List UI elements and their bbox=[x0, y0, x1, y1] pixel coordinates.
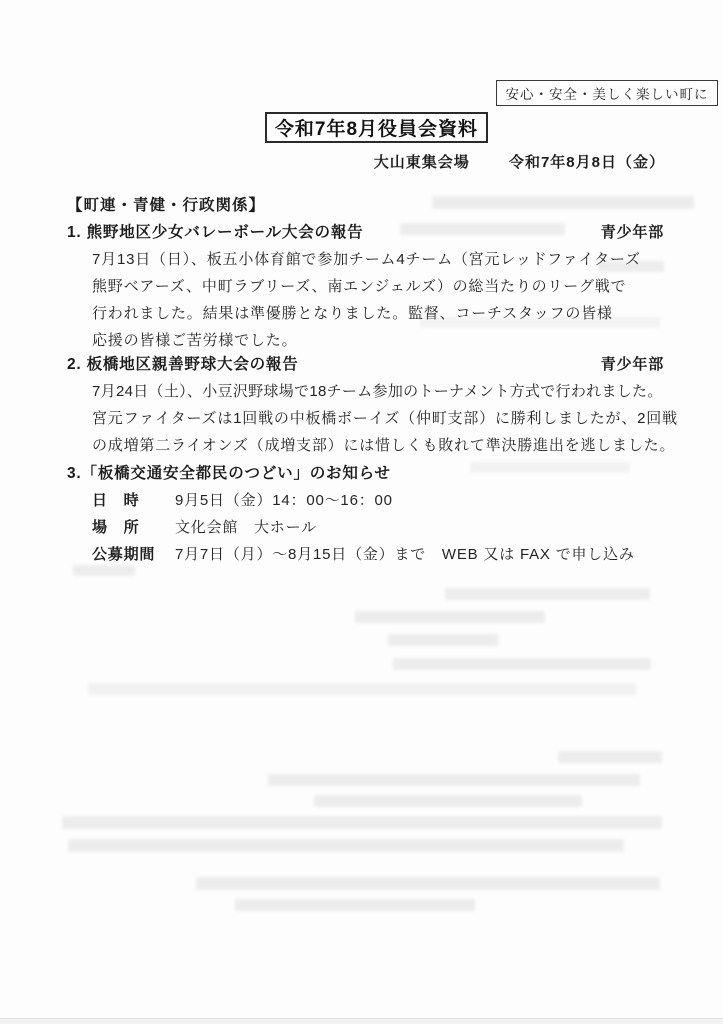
showthrough-ghost-line bbox=[68, 839, 624, 852]
department-tag: 青少年部 bbox=[600, 224, 664, 241]
scanner-edge-shadow bbox=[0, 1018, 723, 1024]
report-item-3-heading bbox=[67, 461, 664, 483]
showthrough-ghost-line bbox=[268, 774, 640, 786]
showthrough-ghost-line bbox=[393, 658, 651, 670]
showthrough-ghost-line bbox=[73, 565, 135, 576]
slogan-text: 安心・安全・美しく楽しい町に bbox=[505, 87, 709, 102]
showthrough-ghost-line bbox=[388, 634, 498, 646]
body-line: 行われました。結果は準優勝となりました。監督、コーチスタッフの皆様 bbox=[92, 305, 613, 322]
body-line: 7月13日（日）、板五小体育館で参加チーム4チーム（宮元レッドファイターズ bbox=[92, 251, 641, 268]
item-title: 1. 熊野地区少女バレーボール大会の報告 bbox=[67, 224, 364, 241]
venue-date-line bbox=[0, 151, 665, 172]
document-title-box bbox=[265, 112, 488, 143]
detail-row-place bbox=[92, 516, 317, 537]
showthrough-ghost-line bbox=[62, 816, 662, 829]
body-line: の成増第二ライオンズ（成増支部）には惜しくも敗れて準決勝進出を逃しました。 bbox=[92, 437, 676, 454]
detail-row-datetime bbox=[92, 489, 393, 510]
body-line: 宮元ファイターズは1回戦の中板橋ボーイズ（仲町支部）に勝利しましたが、2回戦 bbox=[92, 410, 678, 427]
body-line: 熊野ベアーズ、中町ラブリーズ、南エンジェルズ）の総当たりのリーグ戦で bbox=[92, 278, 627, 295]
section-heading: 【町連・青健・行政関係】 bbox=[67, 197, 266, 214]
body-line: 応援の皆様ご苦労様でした。 bbox=[92, 332, 298, 349]
detail-label: 公募期間 bbox=[92, 546, 156, 563]
detail-value: 文化会館 大ホール bbox=[174, 519, 317, 536]
document-title: 令和7年8月役員会資料 bbox=[274, 119, 479, 140]
meeting-date: 令和7年8月8日（金） bbox=[508, 154, 665, 171]
showthrough-ghost-line bbox=[558, 751, 662, 763]
report-item-1-heading bbox=[67, 220, 664, 242]
showthrough-ghost-line bbox=[196, 877, 660, 890]
detail-row-application-period bbox=[92, 543, 635, 564]
venue-name: 大山東集会場 bbox=[373, 154, 470, 171]
showthrough-ghost-line bbox=[355, 611, 545, 623]
item-title: 3.「板橋交通安全都民のつどい」のお知らせ bbox=[67, 465, 391, 482]
detail-value: 9月5日（金）14：00～16：00 bbox=[174, 492, 393, 509]
item-title: 2. 板橋地区親善野球大会の報告 bbox=[67, 356, 299, 373]
slogan-box bbox=[496, 80, 718, 106]
showthrough-ghost-line bbox=[314, 795, 582, 807]
showthrough-ghost-line bbox=[432, 196, 694, 209]
report-item-2-heading bbox=[67, 352, 664, 374]
detail-value: 7月7日（月）～8月15日（金）まで WEB 又は FAX で申し込み bbox=[174, 546, 635, 563]
showthrough-ghost-line bbox=[88, 683, 636, 695]
department-tag: 青少年部 bbox=[600, 356, 664, 373]
detail-label: 日 時 bbox=[92, 492, 140, 509]
detail-label: 場 所 bbox=[92, 519, 140, 536]
body-line: 7月24日（土）、小豆沢野球場で18チーム参加のトーナメント方式で行われました。 bbox=[92, 383, 663, 400]
showthrough-ghost-line bbox=[445, 588, 650, 600]
showthrough-ghost-line bbox=[235, 899, 475, 911]
